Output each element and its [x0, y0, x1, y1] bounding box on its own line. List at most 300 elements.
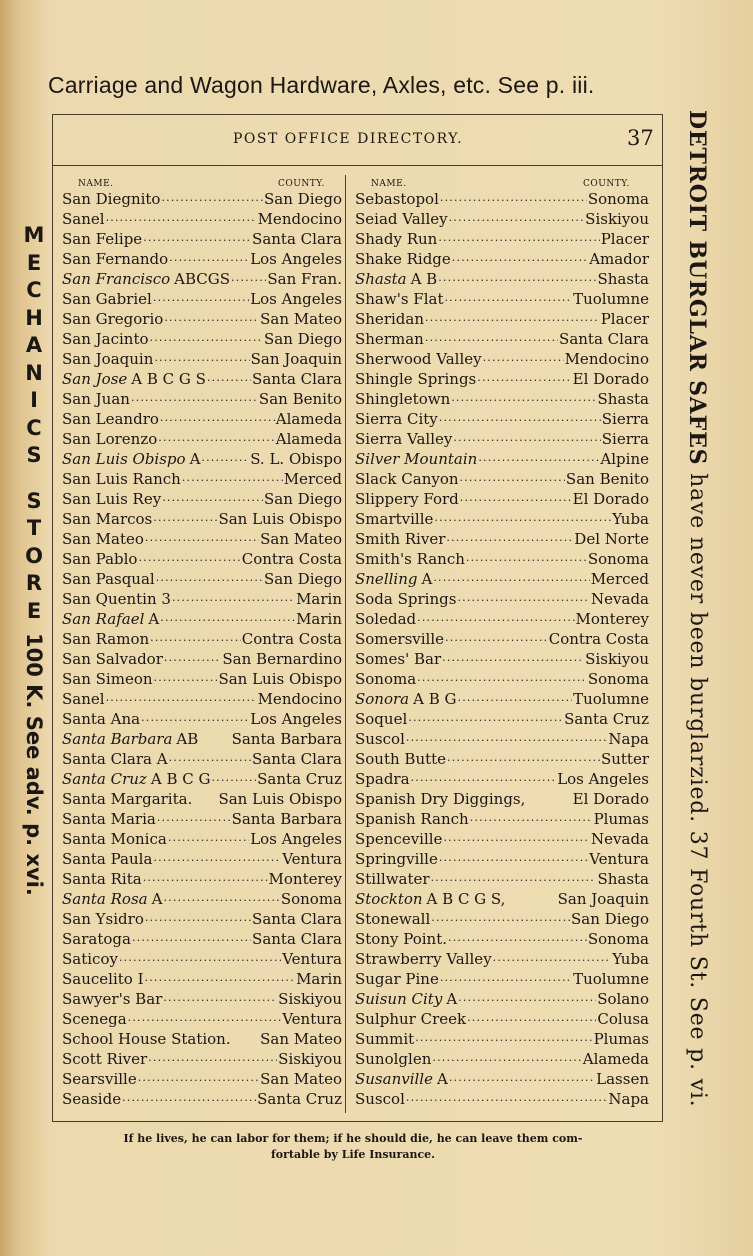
- dot-leader: [153, 849, 281, 868]
- left-name-header: NAME.: [78, 179, 114, 189]
- dot-leader: [150, 629, 241, 648]
- county-name: S. L. Obispo: [250, 450, 342, 468]
- dot-leader: [163, 889, 279, 908]
- post-office-name: Summit: [355, 1030, 415, 1048]
- county-name: Del Norte: [574, 530, 649, 548]
- county-name: Plumas: [593, 1030, 649, 1048]
- post-office-name: Saticoy: [62, 950, 118, 968]
- dot-leader: [449, 209, 585, 228]
- directory-entry: [355, 229, 649, 249]
- county-name: Santa Clara: [252, 930, 342, 948]
- county-name: Colusa: [597, 1010, 649, 1028]
- dot-leader: [132, 929, 251, 948]
- dot-leader: [231, 269, 266, 288]
- post-office-name: Shasta: [355, 270, 407, 288]
- post-office-name: Sanel: [62, 690, 105, 708]
- post-office-name: Susanville: [355, 1070, 433, 1088]
- post-office-name: San Salvador: [62, 650, 163, 668]
- directory-entry: [62, 369, 342, 389]
- county-name: Merced: [283, 470, 342, 488]
- directory-entry: [62, 669, 342, 689]
- office-codes: A B: [410, 270, 438, 288]
- dot-leader: [439, 849, 588, 868]
- county-name: Sonoma: [587, 670, 649, 688]
- dot-leader: [417, 609, 574, 628]
- county-name: Tuolumne: [573, 290, 649, 308]
- post-office-name: Stony Point.: [355, 930, 448, 948]
- page-header-advert: Carriage and Wagon Hardware, Axles, etc. See p. iii.: [48, 72, 595, 98]
- county-name: Ventura: [282, 950, 342, 968]
- county-name: San Diego: [571, 910, 649, 928]
- dot-leader: [493, 949, 612, 968]
- county-name: San Joaquin: [250, 350, 342, 368]
- dot-leader: [162, 489, 263, 508]
- right-margin-advert: [679, 110, 715, 1130]
- dot-leader: [145, 529, 259, 548]
- post-office-name: San Juan: [62, 390, 130, 408]
- left-margin-letter: M: [23, 223, 45, 247]
- dot-leader: [470, 809, 593, 828]
- post-office-name: Stonewall: [355, 910, 431, 928]
- left-margin-letter: A: [25, 333, 43, 357]
- county-name: San Diego: [264, 570, 342, 588]
- dot-leader: [444, 289, 572, 308]
- header-rule: [53, 165, 662, 166]
- directory-entry: [355, 1029, 649, 1049]
- county-name: Yuba: [612, 510, 649, 528]
- post-office-name: San Leandro: [62, 410, 159, 428]
- post-office-name: Sulphur Creek: [355, 1010, 467, 1028]
- directory-entry: [355, 509, 649, 529]
- directory-entry: [355, 729, 649, 749]
- post-office-name: Somersville: [355, 630, 445, 648]
- directory-entry: [62, 349, 342, 369]
- directory-entry: [355, 749, 649, 769]
- post-office-name: Santa Rita: [62, 870, 142, 888]
- dot-leader: [201, 449, 249, 468]
- county-name: Sonoma: [587, 550, 649, 568]
- post-office-name: Stillwater: [355, 870, 430, 888]
- county-name: Monterey: [575, 610, 649, 628]
- directory-entry: [355, 789, 649, 809]
- dot-leader: [406, 1089, 608, 1108]
- page-title: POST OFFICE DIRECTORY.: [233, 131, 464, 147]
- dot-leader: [432, 1049, 581, 1068]
- office-codes: A B G: [413, 690, 457, 708]
- right-margin-advert-bold: DETROIT BURGLAR SAFES: [684, 110, 710, 466]
- post-office-name: Santa Margarita.: [62, 790, 193, 808]
- dot-leader: [145, 909, 251, 928]
- directory-entry: [62, 709, 342, 729]
- office-codes: A: [148, 610, 160, 628]
- post-office-name: Sawyer's Bar: [62, 990, 163, 1008]
- county-name: El Dorado: [572, 790, 649, 808]
- right-column: [355, 189, 649, 1109]
- post-office-name: San Fernando: [62, 250, 169, 268]
- post-office-name: Santa Cruz: [62, 770, 147, 788]
- post-office-name: Shingletown: [355, 390, 451, 408]
- directory-box: [52, 114, 663, 1122]
- right-margin-advert-rest: have never been burglarzied. 37 Fourth St. See p. vi.: [685, 465, 710, 1108]
- directory-entry: [62, 1029, 342, 1049]
- county-name: Siskiyou: [585, 210, 649, 228]
- directory-entry: [62, 389, 342, 409]
- county-name: Tuolumne: [573, 690, 649, 708]
- left-margin-letter: E: [26, 598, 42, 623]
- directory-entry: [62, 249, 342, 269]
- county-name: Alpine: [600, 450, 649, 468]
- post-office-name: Sheridan: [355, 310, 424, 328]
- county-name: Napa: [608, 1090, 649, 1108]
- county-name: Santa Cruz: [564, 710, 649, 728]
- directory-entry: [355, 649, 649, 669]
- dot-leader: [150, 329, 263, 348]
- directory-entry: [355, 569, 649, 589]
- post-office-name: Sonora: [355, 690, 410, 708]
- dot-leader: [163, 989, 277, 1008]
- dot-leader: [169, 749, 251, 768]
- dot-leader: [131, 389, 258, 408]
- directory-entry: [355, 1089, 649, 1109]
- directory-entry: [62, 429, 342, 449]
- directory-entry: [62, 289, 342, 309]
- county-name: Marin: [296, 970, 342, 988]
- left-margin-letter: E: [26, 250, 42, 275]
- county-name: Los Angeles: [250, 710, 342, 728]
- post-office-name: Sugar Pine: [355, 970, 439, 988]
- county-name: San Mateo: [260, 310, 342, 328]
- directory-entry: [355, 869, 649, 889]
- dot-leader: [408, 709, 563, 728]
- post-office-name: Scenega: [62, 1010, 127, 1028]
- directory-entry: [355, 849, 649, 869]
- county-name: Shasta: [597, 270, 649, 288]
- county-name: Contra Costa: [241, 550, 342, 568]
- post-office-name: Shaw's Flat: [355, 290, 444, 308]
- dot-leader: [446, 529, 573, 548]
- county-name: Nevada: [591, 590, 649, 608]
- directory-entry: [355, 549, 649, 569]
- directory-entry: [62, 489, 342, 509]
- directory-entry: [355, 969, 649, 989]
- post-office-name: Santa Maria: [62, 810, 156, 828]
- county-name: San Bernardino: [222, 650, 342, 668]
- directory-entry: [355, 489, 649, 509]
- dot-leader: [157, 809, 231, 828]
- county-name: El Dorado: [572, 490, 649, 508]
- dot-leader: [169, 249, 249, 268]
- county-name: Santa Clara: [252, 230, 342, 248]
- county-name: Alameda: [275, 430, 342, 448]
- left-margin-advert: [14, 222, 54, 1022]
- post-office-name: San Jose: [62, 370, 128, 388]
- post-office-name: Sebastopol: [355, 190, 439, 208]
- post-office-name: San Francisco: [62, 270, 171, 288]
- directory-entry: [62, 549, 342, 569]
- county-name: San Diego: [264, 190, 342, 208]
- directory-entry: [355, 1009, 649, 1029]
- county-name: San Luis Obispo: [218, 670, 342, 688]
- post-office-name: Sierra Valley: [355, 430, 453, 448]
- directory-entry: [355, 429, 649, 449]
- directory-entry: [355, 389, 649, 409]
- county-name: Contra Costa: [241, 630, 342, 648]
- left-margin-letter: H: [25, 305, 43, 330]
- directory-entry: [62, 609, 342, 629]
- left-margin-letter: S: [26, 443, 42, 467]
- office-codes: ABCGS: [174, 270, 231, 288]
- directory-entry: [355, 689, 649, 709]
- dot-leader: [164, 309, 259, 328]
- dot-leader: [207, 369, 251, 388]
- directory-entry: [62, 229, 342, 249]
- dot-leader: [154, 669, 218, 688]
- post-office-name: Santa Monica: [62, 830, 167, 848]
- county-name: Mendocino: [564, 350, 649, 368]
- directory-entry: [355, 1049, 649, 1069]
- directory-entry: [62, 1089, 342, 1109]
- post-office-name: San Joaquin: [62, 350, 154, 368]
- dot-leader: [411, 769, 557, 788]
- dot-leader: [442, 649, 584, 668]
- left-margin-advert-rest: 100 K. See adv. p. xvi.: [22, 633, 46, 896]
- post-office-name: Sunolglen: [355, 1050, 432, 1068]
- post-office-name: Shady Run: [355, 230, 438, 248]
- directory-entry: [62, 949, 342, 969]
- county-name: Siskiyou: [585, 650, 649, 668]
- directory-entry: [355, 709, 649, 729]
- post-office-name: Smith River: [355, 530, 446, 548]
- directory-entry: [355, 769, 649, 789]
- office-codes: A B C G S: [131, 370, 206, 388]
- directory-entry: [355, 609, 649, 629]
- county-name: Nevada: [591, 830, 649, 848]
- directory-entry: [355, 269, 649, 289]
- county-name: San Luis Obispo: [218, 790, 342, 808]
- dot-leader: [478, 449, 599, 468]
- post-office-name: Spenceville: [355, 830, 443, 848]
- directory-entry: [62, 329, 342, 349]
- office-codes: A: [446, 990, 458, 1008]
- directory-entry: [62, 569, 342, 589]
- directory-entry: [62, 209, 342, 229]
- dot-leader: [440, 189, 587, 208]
- post-office-name: Spanish Dry Diggings,: [355, 790, 526, 808]
- running-head: [53, 126, 662, 155]
- post-office-name: Smith's Ranch: [355, 550, 465, 568]
- county-name: Santa Clara: [559, 330, 649, 348]
- dot-leader: [156, 569, 263, 588]
- left-margin-letter: N: [25, 360, 43, 385]
- dot-leader: [447, 749, 600, 768]
- dot-leader: [172, 589, 295, 608]
- dot-leader: [158, 429, 275, 448]
- directory-entry: [355, 449, 649, 469]
- directory-entry: [62, 869, 342, 889]
- dot-leader: [460, 469, 565, 488]
- county-name: San Diego: [264, 330, 342, 348]
- county-name: Mendocino: [257, 210, 342, 228]
- directory-entry: [62, 449, 342, 469]
- directory-entry: [62, 189, 342, 209]
- county-name: San Fran.: [267, 270, 342, 288]
- post-office-name: Shingle Springs: [355, 370, 477, 388]
- post-office-name: Santa Paula: [62, 850, 153, 868]
- directory-entry: [355, 209, 649, 229]
- directory-entry: [355, 409, 649, 429]
- directory-entry: [355, 309, 649, 329]
- directory-entry: [355, 669, 649, 689]
- post-office-name: San Gabriel: [62, 290, 152, 308]
- post-office-name: San Lorenzo: [62, 430, 158, 448]
- county-name: Lassen: [596, 1070, 649, 1088]
- dot-leader: [425, 309, 600, 328]
- directory-entry: [62, 649, 342, 669]
- dot-leader: [122, 1089, 256, 1108]
- left-margin-letter: C: [26, 278, 42, 302]
- dot-leader: [168, 829, 249, 848]
- post-office-name: Shake Ridge: [355, 250, 451, 268]
- footer-line-2: fortable by Life Insurance.: [271, 1148, 435, 1161]
- county-name: Alameda: [275, 410, 342, 428]
- directory-entry: [355, 809, 649, 829]
- county-name: Mendocino: [257, 690, 342, 708]
- directory-entry: [62, 309, 342, 329]
- directory-entry: [62, 889, 342, 909]
- county-name: Ventura: [282, 850, 342, 868]
- county-name: San Benito: [565, 470, 649, 488]
- post-office-name: Seaside: [62, 1090, 122, 1108]
- directory-entry: [62, 469, 342, 489]
- county-name: Santa Clara: [252, 370, 342, 388]
- post-office-name: San Ramon: [62, 630, 150, 648]
- directory-entry: [355, 909, 649, 929]
- left-margin-letter: T: [26, 516, 42, 540]
- post-office-name: South Butte: [355, 750, 447, 768]
- post-office-name: San Pasqual: [62, 570, 155, 588]
- dot-leader: [433, 569, 589, 588]
- county-name: Santa Clara: [252, 910, 342, 928]
- post-office-name: School House Station.: [62, 1030, 231, 1048]
- directory-entry: [62, 529, 342, 549]
- post-office-name: San Mateo: [62, 530, 144, 548]
- dot-leader: [141, 709, 249, 728]
- post-office-name: Slippery Ford: [355, 490, 459, 508]
- left-margin-letter: O: [25, 543, 43, 568]
- post-office-name: Sherman: [355, 330, 424, 348]
- post-office-name: Snelling: [355, 570, 418, 588]
- post-office-name: Slack Canyon: [355, 470, 459, 488]
- post-office-name: Sanel: [62, 210, 105, 228]
- dot-leader: [448, 929, 587, 948]
- dot-leader: [128, 1009, 282, 1028]
- county-name: Sierra: [601, 430, 649, 448]
- post-office-name: San Luis Ranch: [62, 470, 181, 488]
- left-margin-letter: I: [30, 388, 38, 412]
- post-office-name: San Simeon: [62, 670, 153, 688]
- directory-entry: [62, 1009, 342, 1029]
- dot-leader: [439, 409, 601, 428]
- right-name-header: NAME.: [371, 179, 407, 189]
- county-name: San Mateo: [260, 1070, 342, 1088]
- post-office-name: San Luis Rey: [62, 490, 162, 508]
- directory-entry: [62, 769, 342, 789]
- post-office-name: Sonoma: [355, 670, 417, 688]
- county-name: Sutter: [600, 750, 649, 768]
- dot-leader: [143, 869, 268, 888]
- county-name: Tuolumne: [573, 970, 649, 988]
- post-office-name: Soquel: [355, 710, 408, 728]
- dot-leader: [164, 649, 222, 668]
- county-name: Merced: [590, 570, 649, 588]
- dot-leader: [483, 349, 564, 368]
- county-name: Plumas: [593, 810, 649, 828]
- county-name: Siskiyou: [278, 990, 342, 1008]
- directory-entry: [355, 329, 649, 349]
- county-name: Ventura: [589, 850, 649, 868]
- dot-leader: [160, 409, 275, 428]
- post-office-name: Soda Springs: [355, 590, 457, 608]
- directory-entry: [62, 629, 342, 649]
- post-office-name: Saratoga: [62, 930, 131, 948]
- county-name: Amador: [589, 250, 649, 268]
- directory-entry: [62, 589, 342, 609]
- county-name: Santa Barbara: [231, 810, 342, 828]
- directory-entry: [62, 829, 342, 849]
- left-margin-letter: C: [26, 415, 42, 440]
- column-divider: [345, 175, 346, 1113]
- post-office-name: San Marcos: [62, 510, 153, 528]
- county-name: Yuba: [612, 950, 649, 968]
- dot-leader: [161, 189, 263, 208]
- county-name: San Luis Obispo: [218, 510, 342, 528]
- post-office-name: Springville: [355, 850, 438, 868]
- county-name: Ventura: [282, 1010, 342, 1028]
- county-name: San Mateo: [260, 530, 342, 548]
- dot-leader: [438, 269, 596, 288]
- directory-entry: [62, 809, 342, 829]
- left-margin-letter: S: [26, 488, 42, 513]
- dot-leader: [431, 909, 570, 928]
- dot-leader: [466, 549, 587, 568]
- dot-leader: [434, 509, 611, 528]
- directory-entry: [355, 929, 649, 949]
- county-name: Placer: [600, 310, 649, 328]
- county-name: El Dorado: [572, 370, 649, 388]
- county-name: Sonoma: [587, 190, 649, 208]
- post-office-name: Silver Mountain: [355, 450, 478, 468]
- county-name: Los Angeles: [250, 830, 342, 848]
- office-codes: A B C G: [150, 770, 211, 788]
- county-name: Siskiyou: [278, 1050, 342, 1068]
- post-office-name: Suscol: [355, 1090, 405, 1108]
- post-office-name: San Luis Obispo: [62, 450, 186, 468]
- dot-leader: [145, 969, 296, 988]
- post-office-name: Searsville: [62, 1070, 137, 1088]
- county-name: San Benito: [258, 390, 342, 408]
- dot-leader: [119, 949, 281, 968]
- post-office-name: Smartville: [355, 510, 434, 528]
- left-column: [62, 189, 342, 1109]
- post-office-name: San Gregorio: [62, 310, 164, 328]
- dot-leader: [445, 629, 548, 648]
- county-name: Monterey: [268, 870, 342, 888]
- post-office-name: San Pablo: [62, 550, 138, 568]
- dot-leader: [143, 229, 251, 248]
- post-office-name: Strawberry Valley: [355, 950, 492, 968]
- dot-leader: [153, 509, 217, 528]
- left-county-header: COUNTY.: [278, 179, 325, 189]
